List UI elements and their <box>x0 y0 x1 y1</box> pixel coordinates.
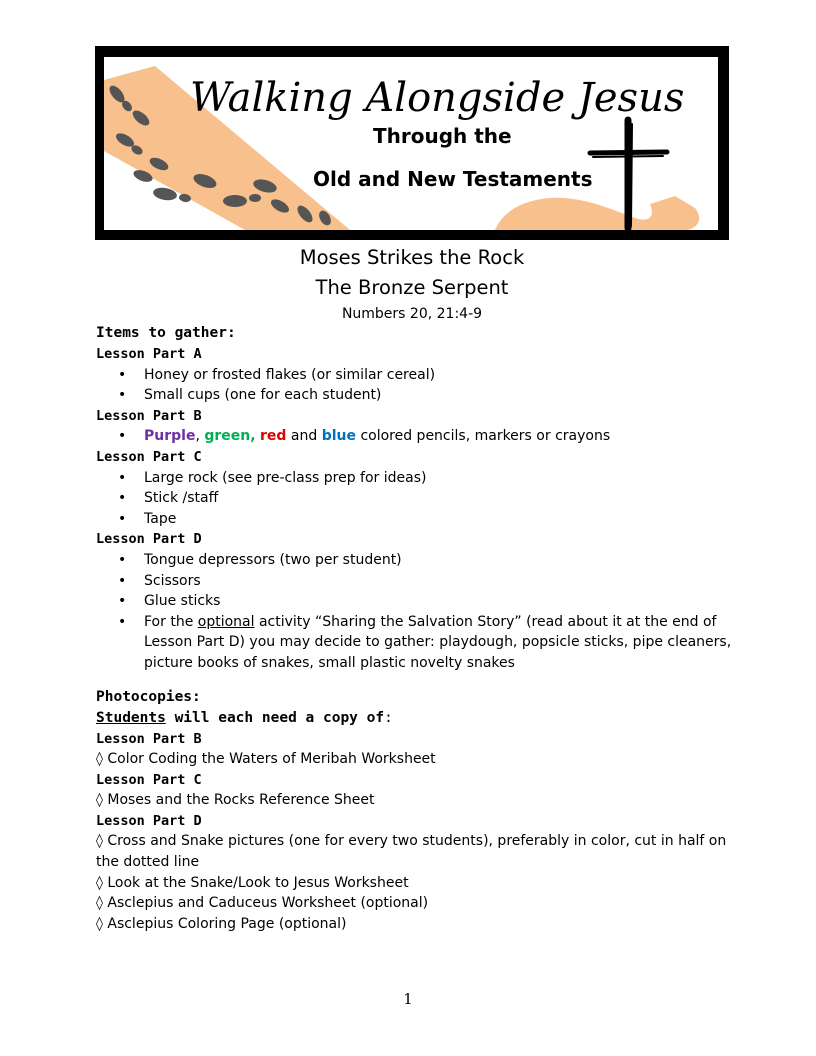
banner-artwork <box>95 46 729 240</box>
list-item: • Tongue depressors (two per student) <box>96 550 736 571</box>
items-part-a-list <box>96 365 736 406</box>
items-part-d-list <box>96 550 736 674</box>
list-item <box>96 612 736 674</box>
banner-line2: Through the <box>373 124 512 148</box>
items-part-b-list <box>96 426 736 447</box>
page-number: 1 <box>403 990 413 1008</box>
comma: , <box>195 428 200 445</box>
copies-part-d-label: Lesson Part D <box>96 812 202 829</box>
and-word: and <box>290 428 318 445</box>
lesson-title-1: Moses Strikes the Rock <box>299 246 525 269</box>
items-heading: Items to gather: <box>96 325 236 341</box>
color-word-blue: blue <box>321 428 356 445</box>
list-item: • Honey or frosted flakes (or similar cereal) <box>96 365 736 386</box>
items-part-c-label: Lesson Part C <box>96 448 202 465</box>
list-item: • Glue sticks <box>96 591 736 612</box>
items-part-d-label: Lesson Part D <box>96 531 202 548</box>
list-item: • Scissors <box>96 571 736 592</box>
items-part-c-list <box>96 468 736 530</box>
copy-item: ◊ Look at the Snake/Look to Jesus Worksheet <box>96 874 409 891</box>
list-item: • Tape <box>96 509 736 530</box>
items-part-a-label: Lesson Part A <box>96 346 202 362</box>
colors-rest: colored pencils, markers or crayons <box>360 428 611 445</box>
header-banner <box>95 46 729 240</box>
optional-post: activity “Sharing the Salvation Story” (read about it at the end of Lesson Part D) you may decide to gather: playdough, popsicle sticks, pipe cleaners, picture books of snakes, small plastic novelty snakes <box>144 613 732 671</box>
copy-item: ◊ Cross and Snake pictures (one for every two students), preferably in color, cut in half on the dotted line <box>96 833 727 871</box>
lesson-title-2: The Bronze Serpent <box>315 276 509 299</box>
list-item: • Stick /staff <box>96 488 736 509</box>
students-colon: : <box>384 709 393 726</box>
students-line <box>96 708 736 729</box>
copies-part-b-label: Lesson Part B <box>96 730 202 747</box>
lesson-titles <box>95 243 729 325</box>
photocopies-heading: Photocopies: <box>96 688 201 705</box>
copy-item: ◊ Moses and the Rocks Reference Sheet <box>96 792 375 809</box>
copies-part-c-label: Lesson Part C <box>96 771 202 788</box>
list-item: • Large rock (see pre-class prep for ideas) <box>96 468 736 489</box>
banner-line3: Old and New Testaments <box>313 167 593 191</box>
lesson-content <box>96 323 736 934</box>
optional-word: optional <box>197 613 255 630</box>
copy-item: ◊ Color Coding the Waters of Meribah Worksheet <box>96 751 436 768</box>
list-item <box>96 426 736 447</box>
copy-item: ◊ Asclepius and Caduceus Worksheet (optional) <box>96 895 429 912</box>
banner-line1: Walking Alongside Jesus <box>190 75 685 121</box>
color-word-red: red <box>260 428 287 445</box>
color-word-green: green, <box>204 428 256 445</box>
color-word-purple: Purple <box>144 428 196 445</box>
list-item: • Small cups (one for each student) <box>96 385 736 406</box>
optional-pre: For the <box>144 613 194 630</box>
items-part-b-label: Lesson Part B <box>96 407 202 424</box>
students-rest: will each need a copy of <box>174 709 385 726</box>
scripture-reference: Numbers 20, 21:4-9 <box>341 306 483 322</box>
students-word: Students <box>96 709 166 726</box>
copy-item: ◊ Asclepius Coloring Page (optional) <box>96 915 347 932</box>
